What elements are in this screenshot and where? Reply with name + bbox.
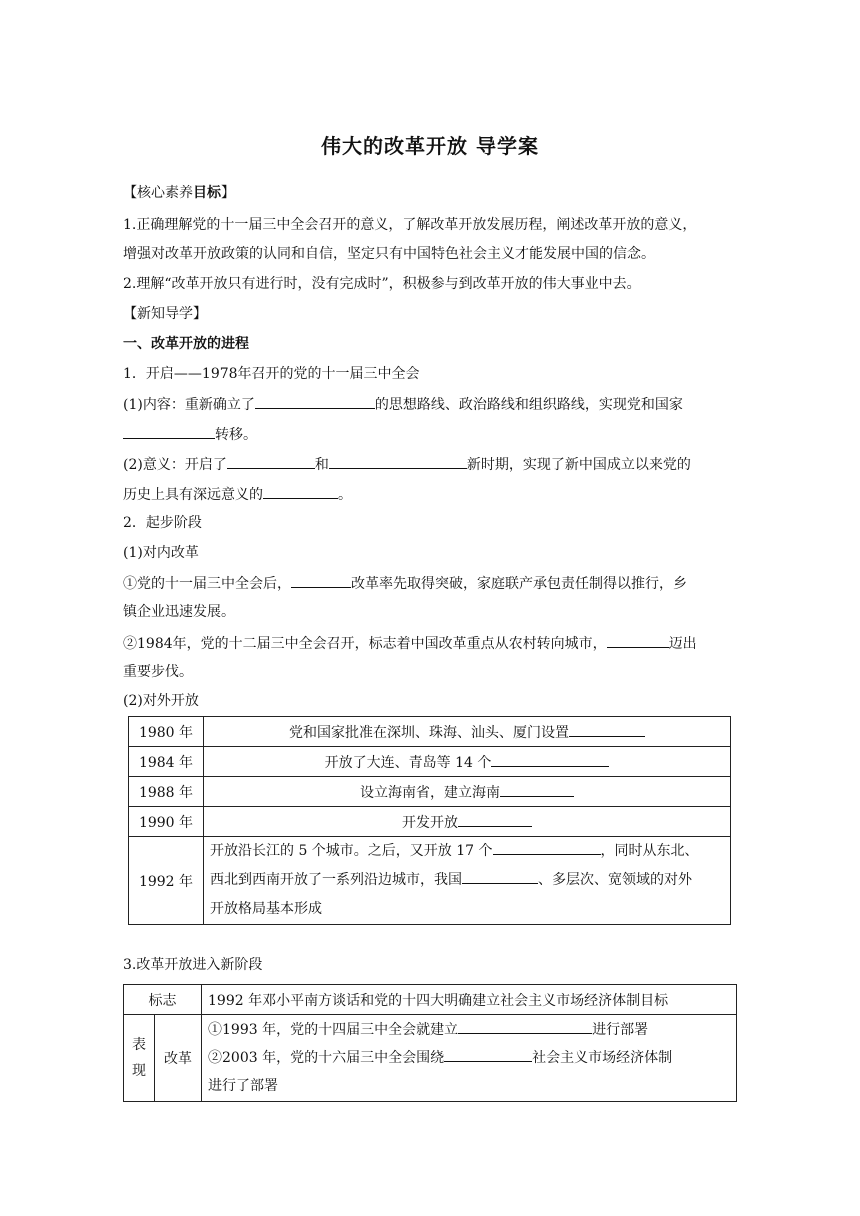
event-text: ，同时从东北、 (600, 843, 699, 859)
core-goals-header-bold: 目标 (193, 185, 221, 201)
event-cell (204, 717, 731, 747)
fill-blank[interactable] (458, 1018, 592, 1034)
fill-blank[interactable] (329, 453, 467, 469)
domestic-2-line-1 (123, 632, 697, 654)
event-text: 开发开放 (402, 815, 458, 831)
year-cell: 1980 年 (129, 717, 204, 747)
year-cell: 1988 年 (129, 777, 204, 807)
item-2-heading: 2．起步阶段 (123, 515, 202, 531)
event-cell (204, 807, 731, 837)
table-row (129, 837, 731, 925)
content-text-b: 的思想路线、政治路线和组织路线，实现党和国家 (374, 397, 683, 413)
year-cell: 1992 年 (129, 837, 204, 925)
reform-text: 进行部署 (592, 1022, 649, 1038)
content-line-1 (123, 393, 683, 415)
new-knowledge-header: 【新知导学】 (123, 306, 207, 322)
table-row (124, 1015, 737, 1102)
table-row (124, 985, 737, 1015)
reform-label-cell: 改革 (155, 1015, 202, 1102)
opening-timeline-table (128, 716, 731, 925)
fill-blank[interactable] (291, 572, 351, 588)
fill-blank[interactable] (500, 781, 574, 797)
domestic-heading: (1)对内改革 (123, 545, 199, 561)
meaning-text-e: 。 (338, 487, 352, 503)
event-cell (204, 747, 731, 777)
event-text: 开放沿长江的 5 个城市。之后，又开放 17 个 (210, 843, 493, 859)
fill-blank[interactable] (255, 393, 375, 409)
meaning-line-2 (123, 483, 352, 505)
domestic-1-text-b: 改革率先取得突破，家庭联产承包责任制得以推行，乡 (351, 576, 687, 592)
year-cell: 1984 年 (129, 747, 204, 777)
event-text: 、多层次、宽领域的对外 (538, 872, 692, 888)
fill-blank[interactable] (491, 751, 609, 767)
event-text: 开放格局基本形成 (210, 901, 322, 917)
performance-char-2: 现 (132, 1063, 146, 1079)
goal-2: 2.理解“改革开放只有进行时，没有完成时”，积极参与到改革开放的伟大事业中去。 (123, 276, 641, 292)
content-line-2 (123, 423, 257, 445)
event-cell (204, 777, 731, 807)
reform-text: 进行了部署 (208, 1078, 278, 1094)
table-row (129, 717, 731, 747)
item-1-heading: 1．开启——1978年召开的党的十一届三中全会 (123, 366, 420, 382)
domestic-2-line-2: 重要步伐。 (123, 664, 193, 680)
goal-1-line-2: 增强对改革开放政策的认同和自信，坚定只有中国特色社会主义才能发展中国的信念。 (123, 246, 655, 262)
performance-label-cell (124, 1015, 155, 1102)
reform-detail-cell (202, 1015, 737, 1102)
core-goals-header (123, 183, 235, 203)
fill-blank[interactable] (607, 632, 669, 648)
goal-1-line-1: 1.正确理解党的十一届三中全会召开的意义，了解改革开放发展历程，阐述改革开放的意义， (123, 217, 697, 233)
table-row (129, 777, 731, 807)
event-cell (204, 837, 731, 925)
domestic-2-text-b: 迈出 (668, 636, 697, 652)
fill-blank[interactable] (569, 721, 645, 737)
sign-label-cell: 标志 (124, 985, 202, 1015)
event-text: 党和国家批准在深圳、珠海、汕头、厦门设置 (289, 725, 569, 741)
performance-char-1: 表 (132, 1037, 146, 1053)
section-3-heading: 3.改革开放进入新阶段 (123, 957, 263, 973)
fill-blank[interactable] (444, 1046, 532, 1062)
meaning-line-1 (123, 453, 691, 475)
table-row (129, 807, 731, 837)
opening-heading: (2)对外开放 (123, 693, 199, 709)
meaning-text-b: 和 (314, 457, 329, 473)
domestic-1-line-2: 镇企业迅速发展。 (123, 604, 235, 620)
fill-blank[interactable] (462, 868, 538, 884)
meaning-text-c: 新时期，实现了新中国成立以来党的 (466, 457, 691, 473)
meaning-text-d: 历史上具有深远意义的 (123, 487, 263, 503)
domestic-1-line-1 (123, 572, 687, 594)
content-text-c: 转移。 (215, 427, 257, 443)
domestic-1-text-a: ①党的十一届三中全会后， (123, 576, 291, 592)
core-goals-header-text: 【核心素养 (123, 185, 193, 201)
year-cell: 1990 年 (129, 807, 204, 837)
core-goals-header-close: 】 (221, 185, 235, 201)
event-text: 西北到西南开放了一系列沿边城市，我国 (210, 872, 462, 888)
reform-text: ②2003 年，党的十六届三中全会围绕 (208, 1050, 445, 1066)
fill-blank[interactable] (123, 423, 215, 439)
event-text: 开放了大连、青岛等 14 个 (324, 755, 492, 771)
page-title: 伟大的改革开放 导学案 (321, 134, 539, 158)
fill-blank[interactable] (493, 839, 601, 855)
section-1-heading: 一、改革开放的进程 (123, 336, 249, 352)
fill-blank[interactable] (458, 811, 532, 827)
sign-text-cell: 1992 年邓小平南方谈话和党的十四大明确建立社会主义市场经济体制目标 (202, 985, 737, 1015)
reform-text: 社会主义市场经济体制 (532, 1050, 673, 1066)
reform-text: ①1993 年，党的十四届三中全会就建立 (208, 1022, 459, 1038)
new-stage-table (123, 984, 737, 1102)
table-row (129, 747, 731, 777)
content-text-a: (1)内容：重新确立了 (123, 397, 255, 413)
fill-blank[interactable] (263, 483, 338, 499)
event-text: 设立海南省，建立海南 (360, 785, 500, 801)
meaning-text-a: (2)意义：开启了 (123, 457, 227, 473)
domestic-2-text-a: ②1984年，党的十二届三中全会召开，标志着中国改革重点从农村转向城市， (123, 636, 607, 652)
fill-blank[interactable] (227, 453, 315, 469)
